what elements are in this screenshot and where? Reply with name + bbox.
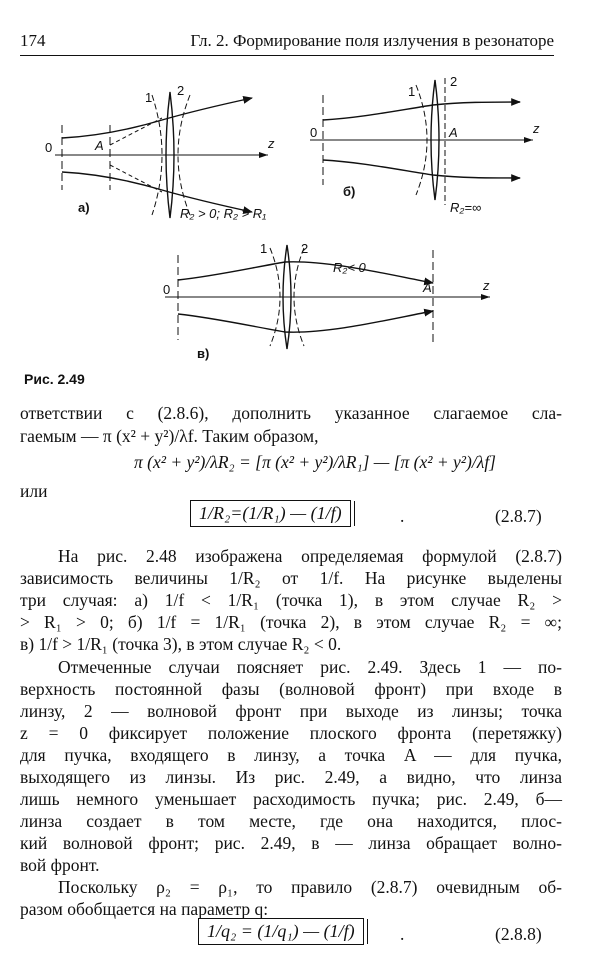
equation-2-8-7-number: (2.8.7) [495, 506, 542, 526]
panel-a-lens2-label: 2 [177, 83, 185, 98]
panel-a-condition: R₂ > 0; R₂ > R₁ [180, 206, 267, 221]
paragraph-1-line: На рис. 2.48 изображена определяемая формулой (2.8.7) [58, 546, 562, 566]
paragraph-1 [20, 545, 562, 655]
equation-main: π (x² + y²)/λR₂ = [π (x² + y²)/λR₁] — [π (x² + y²)/λf] [134, 452, 496, 472]
paragraph-2-line: вой фронт. [20, 855, 100, 875]
panel-b-lens2-label: 2 [450, 74, 458, 89]
paragraph-2-line: линза создает в том месте, где она находится, плос- [20, 811, 562, 831]
panel-a-origin-label: 0 [45, 140, 53, 155]
panel-c-lower-ray [178, 311, 433, 332]
panel-a-letter: а) [78, 200, 90, 215]
panel-b-z-arrow [524, 137, 533, 143]
boxed-equation-2-8-8 [198, 918, 364, 945]
panel-b-axis-label: z [533, 121, 540, 136]
paragraph-2 [20, 656, 562, 876]
paragraph-2-line: для пучка, входящего в линзу, а точка A — для пучка, [20, 745, 562, 765]
paragraph-3-line: Поскольку ρ₂ = ρ₁, то правило (2.8.7) очевидным об- [58, 877, 562, 897]
panel-c-lens2-label: 2 [301, 241, 309, 256]
figure-caption: Рис. 2.49 [24, 371, 85, 387]
paragraph-1-line: в) 1/f > 1/R₁ (точка 3), в этом случае R₂ < 0. [20, 634, 342, 654]
figure-2-49 [0, 0, 600, 380]
equation-2-8-7: 1/R₂=(1/R₁) — (1/f) [199, 503, 342, 523]
panel-b-condition: R₂=∞ [450, 200, 482, 215]
paragraph-2-line: кий волновой фронт; рис. 2.49, в — линза обращает волно- [20, 833, 562, 853]
panel-c-diagram [165, 245, 490, 349]
paragraph-2-line: верхность постоянной фазы (волновой фронт) при входе в [20, 679, 562, 699]
paragraph-2-line: z = 0 фиксирует положение плоского фронта (перетяжку) [20, 723, 562, 743]
paragraph-2-line: выходящего из линзы. Из рис. 2.49, а видно, что линза [20, 767, 562, 787]
running-title: Гл. 2. Формирование поля излучения в резонаторе [190, 31, 554, 50]
panel-a-upper-ray [62, 98, 252, 138]
panel-c-origin-label: 0 [163, 282, 171, 297]
equation-2-8-8-dot: . [400, 924, 405, 944]
panel-c-z-arrow [481, 294, 490, 300]
boxed-equation-2-8-7 [190, 500, 351, 527]
equation-2-8-7-dot: . [400, 506, 405, 526]
paragraph-3-line: разом обобщается на параметр q: [20, 899, 269, 919]
panel-c-upper-ray [178, 262, 433, 283]
panel-c-condition: R₂< 0 [333, 260, 366, 275]
panel-c-lens1-label: 1 [260, 241, 268, 256]
panel-c-letter: в) [197, 346, 210, 361]
paragraph-2-line: линзу, 2 — волновой фронт при выходе из линзы; точка [20, 701, 562, 721]
text-ili: или [20, 481, 48, 501]
panel-a-axis-label: z [268, 136, 275, 151]
panel-b-origin-label: 0 [310, 125, 318, 140]
paragraph-3 [20, 876, 562, 920]
panel-b-point-label: A [449, 125, 458, 140]
paragraph-2-line: лишь немного уменьшает расходимость пучка; рис. 2.49, б— [20, 789, 562, 809]
panel-b-lens1-label: 1 [408, 84, 416, 99]
equation-2-8-8-number: (2.8.8) [495, 924, 542, 944]
panel-a-point-label: A [95, 138, 104, 153]
panel-b-upper-ray [323, 102, 520, 120]
text-line-1: ответствии с (2.8.6), дополнить указанное слагаемое сла- [20, 403, 562, 423]
equation-2-8-8: 1/q₂ = (1/q₁) — (1/f) [207, 921, 355, 941]
panel-a-z-arrow [259, 152, 268, 158]
panel-b-letter: б) [343, 184, 356, 199]
paragraph-1-line: зависимость величины 1/R₂ от 1/f. На рисунке выделены [20, 568, 562, 588]
panel-a-lens1-label: 1 [145, 90, 153, 105]
panel-c-axis-label: z [483, 278, 490, 293]
paragraph-1-line: > R₁ > 0; б) 1/f = 1/R₁ (точка 2), в этом случае R₂ = ∞; [20, 612, 562, 632]
panel-b-lower-ray [323, 160, 520, 178]
panel-c-point-label: A [423, 280, 432, 295]
page-number: 174 [20, 31, 46, 50]
text-line-2: гаемым — π (x² + y²)/λf. Таким образом, [20, 426, 319, 446]
paragraph-2-line: Отмеченные случаи поясняет рис. 2.49. Здесь 1 — по- [58, 657, 562, 677]
paragraph-1-line: три случая: а) 1/f < 1/R₁ (точка 1), в этом случае R₂ > [20, 590, 562, 610]
